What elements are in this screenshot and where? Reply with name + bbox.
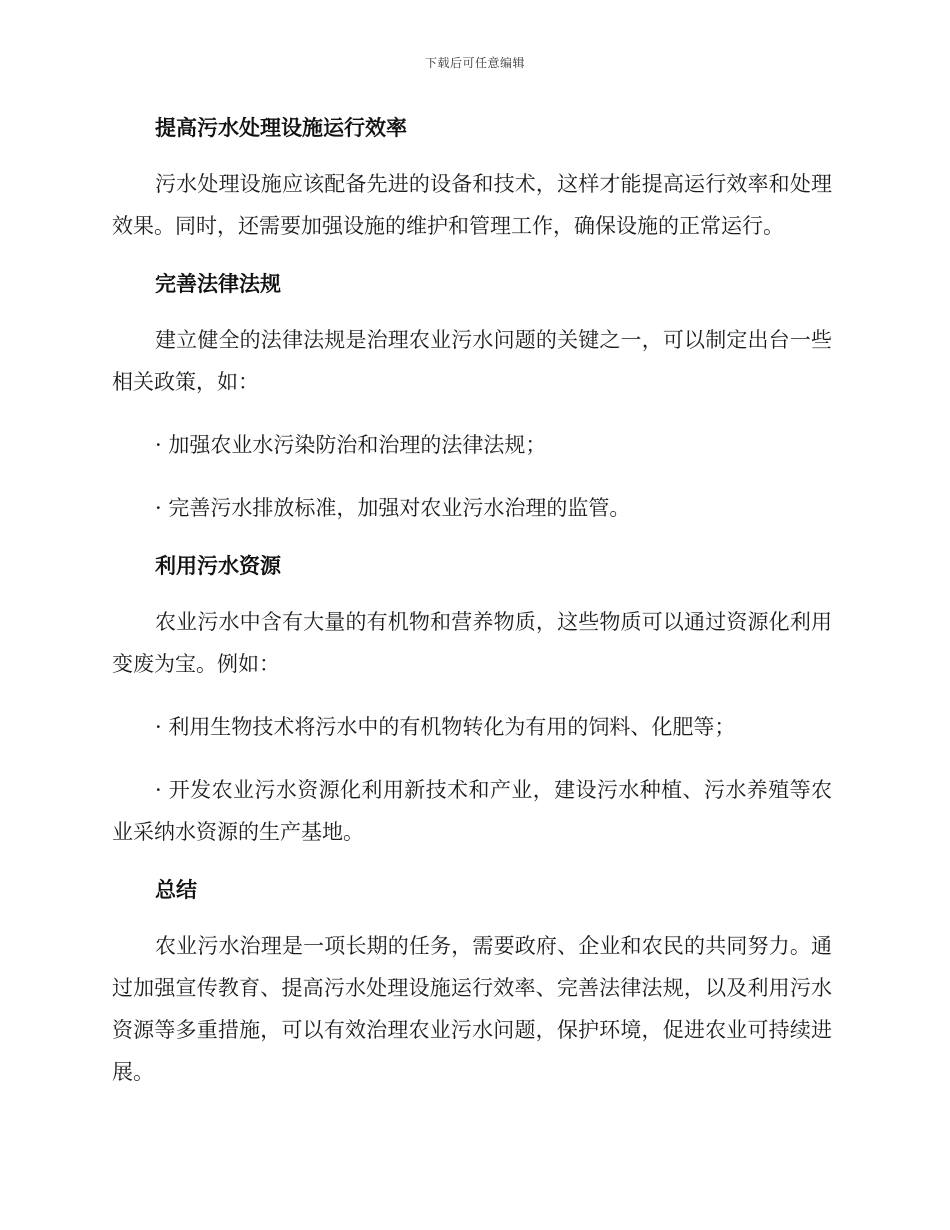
section-law xyxy=(112,268,832,529)
bullet-item: · 加强农业水污染防治和治理的法律法规； xyxy=(155,433,547,457)
section-efficiency xyxy=(112,112,832,247)
section-heading: 总结 xyxy=(155,877,197,902)
paragraph: 农业污水中含有大量的有机物和营养物质，这些物质可以通过资源化利用变废为宝。例如： xyxy=(112,610,832,676)
document-body xyxy=(112,112,832,1093)
paragraph: 污水处理设施应该配备先进的设备和技术，这样才能提高运行效率和处理效果。同时，还需要加强设施的维护和管理工作，确保设施的正常运行。 xyxy=(112,172,832,238)
section-heading: 完善法律法规 xyxy=(155,271,281,296)
bullet-item: · 完善污水排放标准，加强对农业污水治理的监管。 xyxy=(155,496,631,520)
paragraph: 建立健全的法律法规是治理农业污水问题的关键之一，可以制定出台一些相关政策，如： xyxy=(112,328,832,394)
bullet-item: · 利用生物技术将污水中的有机物转化为有用的饲料、化肥等； xyxy=(155,715,736,739)
section-summary xyxy=(112,874,832,1093)
bullet-item: · 开发农业污水资源化利用新技术和产业，建设污水种植、污水养殖等农业采纳水资源的生产基地。 xyxy=(112,778,832,844)
section-heading: 提高污水处理设施运行效率 xyxy=(155,115,407,140)
header-note: 下载后可任意编辑 xyxy=(424,56,525,70)
section-resources xyxy=(112,550,832,853)
section-heading: 利用污水资源 xyxy=(155,553,281,578)
paragraph: 农业污水治理是一项长期的任务，需要政府、企业和农民的共同努力。通过加强宣传教育、提高污水处理设施运行效率、完善法律法规，以及利用污水资源等多重措施，可以有效治理农业污水问题，保护环境，促进农业可持续进展。 xyxy=(112,934,832,1084)
